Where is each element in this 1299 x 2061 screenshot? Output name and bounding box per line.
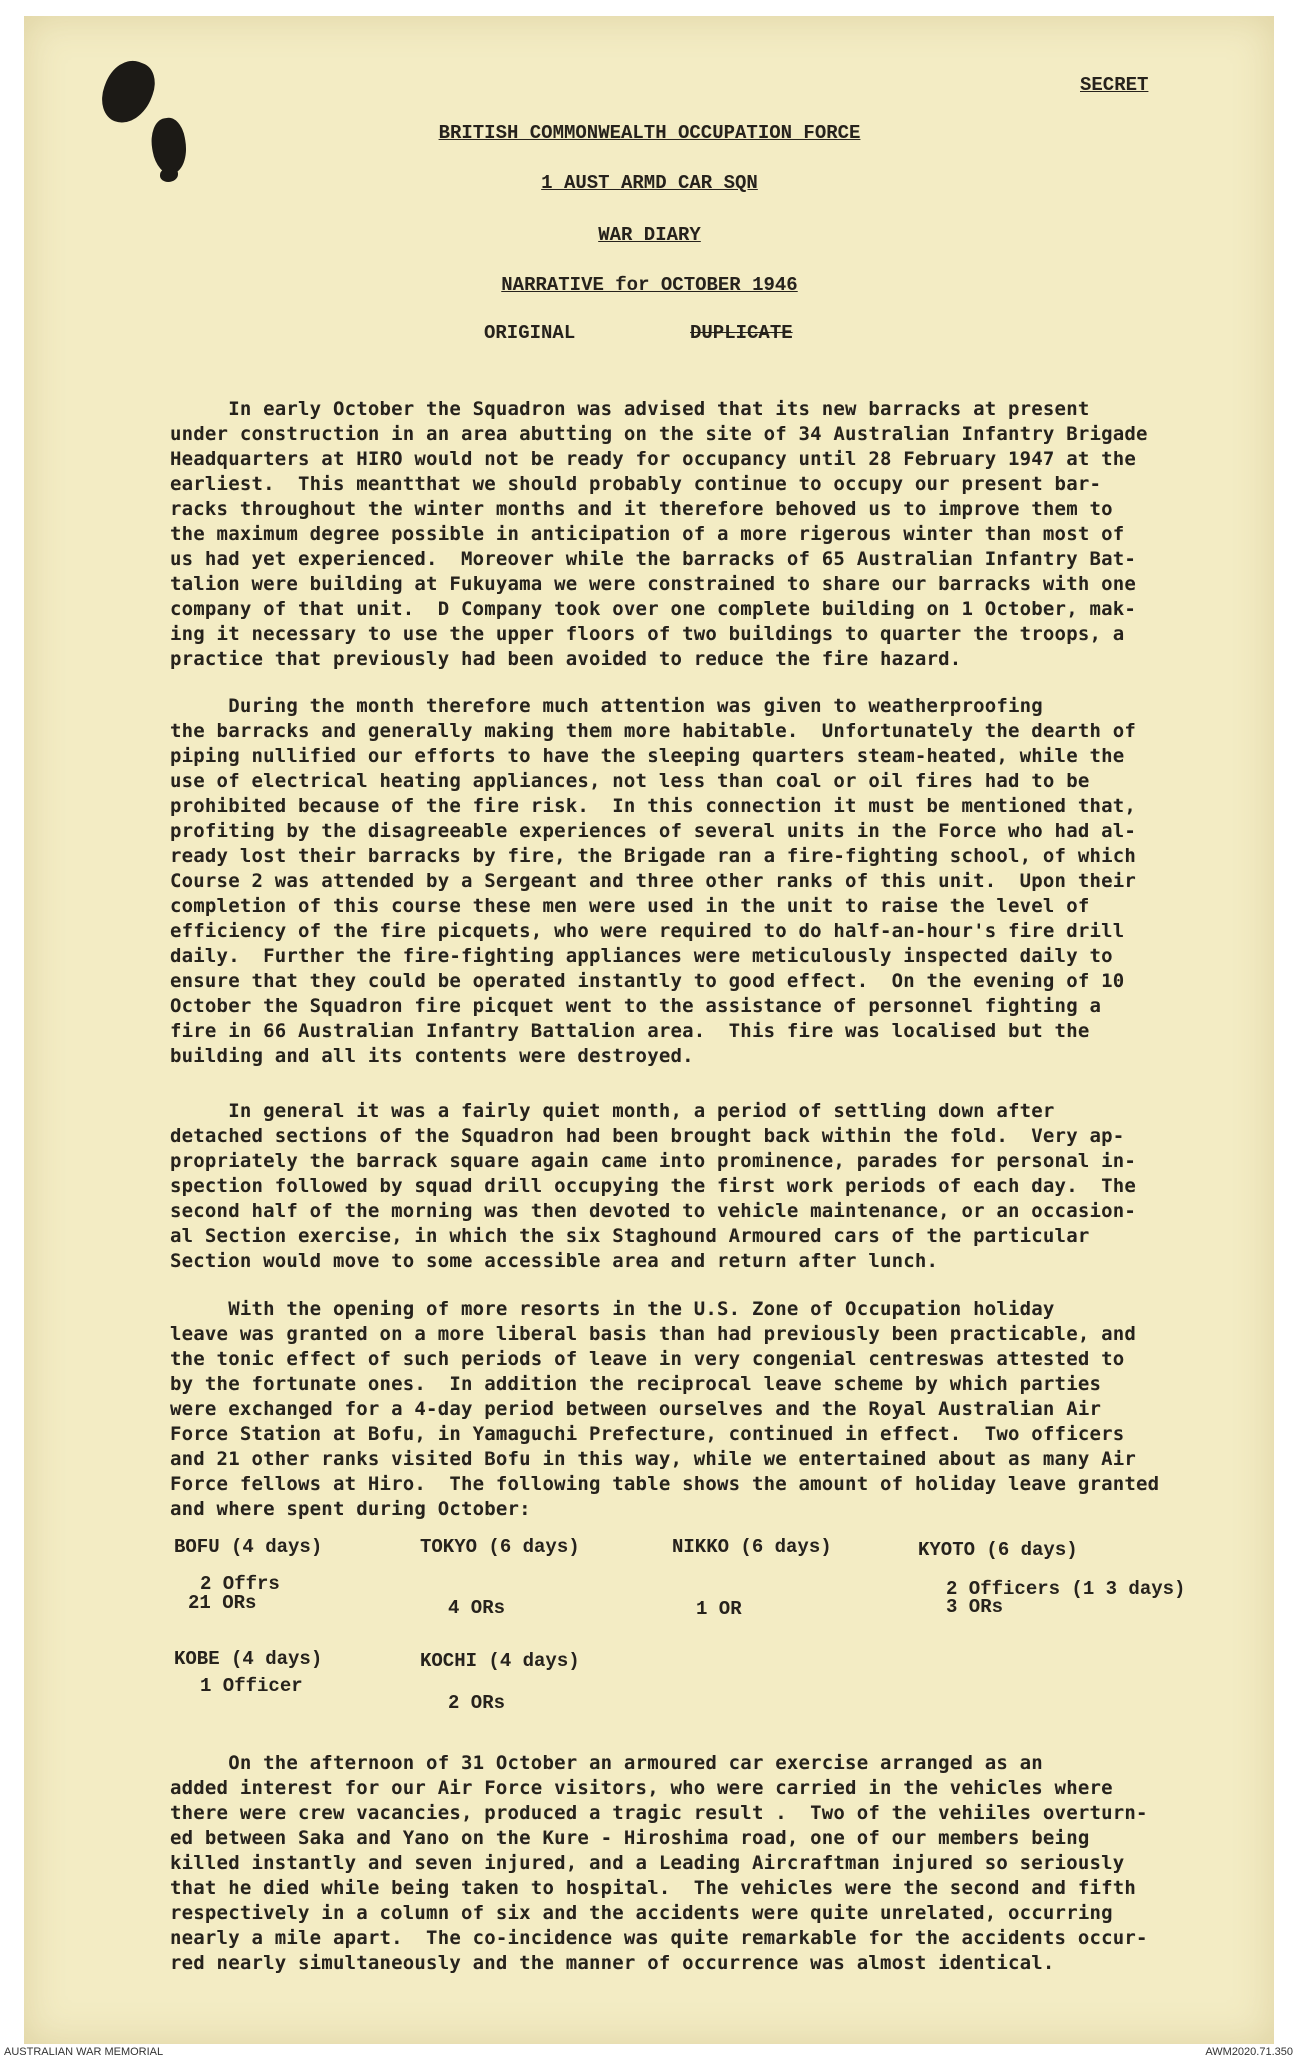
narrative-heading: NARRATIVE for OCTOBER 1946 xyxy=(501,274,798,296)
narrative-paragraph: In general it was a fairly quiet month, a period of settling down after detached sections of the Squadron had been brought back within the fold. Very ap- propriately the barrack square again came into prominence, parades for personal in- spection followed by squad drill occupying the first work periods of each day. The second half of the morning was then devoted to vehicle maintenance, or an occasion- al Section exercise, in which the six Staghound Armoured cars of the particular Section would move to some accessible area and return after lunch. xyxy=(170,1100,1137,1272)
narrative-paragraph: In early October the Squadron was advised that its new barracks at present under construction in an area abutting on the site of 34 Australian Infantry Brigade Headquarters at HIRO would not be ready for occupancy until 28 February 1947 at the earliest. This meantthat we should probably continue to occupy our present bar- racks throughout the winter months and it therefore behoved us to improve them to the maximum degree possible in anticipation of a more rigerous winter than most of us had yet experienced. Moreover while the barracks of 65 Australian Infantry Bat- talion were building at Fukuyama we were constrained to share our barracks with one company of that unit. D Company took over one complete building on 1 October, mak- ing it necessary to use the upper floors of two buildings to quarter the troops, a practice that previously had been avoided to reduce the fire hazard. xyxy=(170,398,1148,670)
copy-duplicate-label: DUPLICATE xyxy=(690,322,793,344)
leave-count: 2 ORs xyxy=(448,1692,506,1714)
classification-label: SECRET xyxy=(1080,74,1149,96)
narrative-paragraph: With the opening of more resorts in the U.S. Zone of Occupation holiday leave was granted on a more liberal basis than had previously been practicable, and the tonic effect of such periods of leave in very congenial centreswas attested to by the fortunate ones. In addition the reciprocal leave scheme by which parties were exchanged for a 4-day period between ourselves and the Royal Australian Air Force Station at Bofu, in Yamaguchi Prefecture, continued in effect. Two officers and 21 other ranks visited Bofu in this way, while we entertained about as many Air Force fellows at Hiro. The following table shows the amount of holiday leave granted and where spent during October: xyxy=(170,1298,1160,1520)
leave-place: NIKKO (6 days) xyxy=(672,1536,832,1558)
leave-count: 21 ORs xyxy=(188,1592,257,1614)
leave-count: 1 OR xyxy=(696,1598,742,1620)
leave-place: KOCHI (4 days) xyxy=(420,1650,580,1672)
organisation-heading: BRITISH COMMONWEALTH OCCUPATION FORCE xyxy=(438,122,861,144)
unit-heading: 1 AUST ARMD CAR SQN xyxy=(541,172,758,194)
leave-count: 4 ORs xyxy=(448,1597,506,1619)
copy-original-label: ORIGINAL xyxy=(484,322,576,344)
archive-credit: AUSTRALIAN WAR MEMORIAL xyxy=(4,2046,164,2058)
narrative-paragraph: On the afternoon of 31 October an armoured car exercise arranged as an added interest for our Air Force visitors, who were carried in the vehicles where there were crew vacancies, produced a tragic result . Two of the vehiiles overturn- ed between Saka and Yano on the Kure - Hiroshima road, one of our members being killed instantly and seven injured, and a Leading Aircraftman injured so seriously that he died while being taken to hospital. The vehicles were the second and fifth respectively in a column of six and the accidents were quite unrelated, occurring nearly a mile apart. The co-incidence was quite remarkable for the accidents occur- red nearly simultaneously and the manner of occurrence was almost identical. xyxy=(170,1752,1148,1974)
archive-reference: AWM2020.71.350 xyxy=(1205,2046,1293,2058)
leave-place: BOFU (4 days) xyxy=(174,1536,323,1558)
leave-place: TOKYO (6 days) xyxy=(420,1536,580,1558)
diary-heading: WAR DIARY xyxy=(598,224,701,246)
leave-count: 2 Offrs xyxy=(200,1573,280,1595)
leave-place: KOBE (4 days) xyxy=(174,1648,323,1670)
leave-place: KYOTO (6 days) xyxy=(918,1539,1078,1561)
leave-count: 1 Officer xyxy=(200,1675,303,1697)
narrative-paragraph: During the month therefore much attention was given to weatherproofing the barracks and generally making them more habitable. Unfortunately the dearth of piping nullified our efforts to have the sleeping quarters steam-heated, while the use of electrical heating appliances, not less than coal or oil fires had to be prohibited because of the fire risk. In this connection it must be mentioned that, profiting by the disagreeable experiences of several units in the Force who had al- ready lost their barracks by fire, the Brigade ran a fire-fighting school, of which Course 2 was attended by a Sergeant and three other ranks of this unit. Upon their completion of this course these men were used in the unit to raise the level of efficiency of the fire picquets, who were required to do half-an-hour's fire drill daily. Further the fire-fighting appliances were meticulously inspected daily to ensure that they could be operated instantly to good effect. On the evening of 10 October the Squadron fire picquet went to the assistance of personnel fighting a fire in 66 Australian Infantry Battalion area. This fire was localised but the building and all its contents were destroyed. xyxy=(170,695,1137,1067)
leave-count: 3 ORs xyxy=(946,1596,1004,1618)
leave-count: 2 Officers (1 3 days) xyxy=(946,1578,1186,1600)
